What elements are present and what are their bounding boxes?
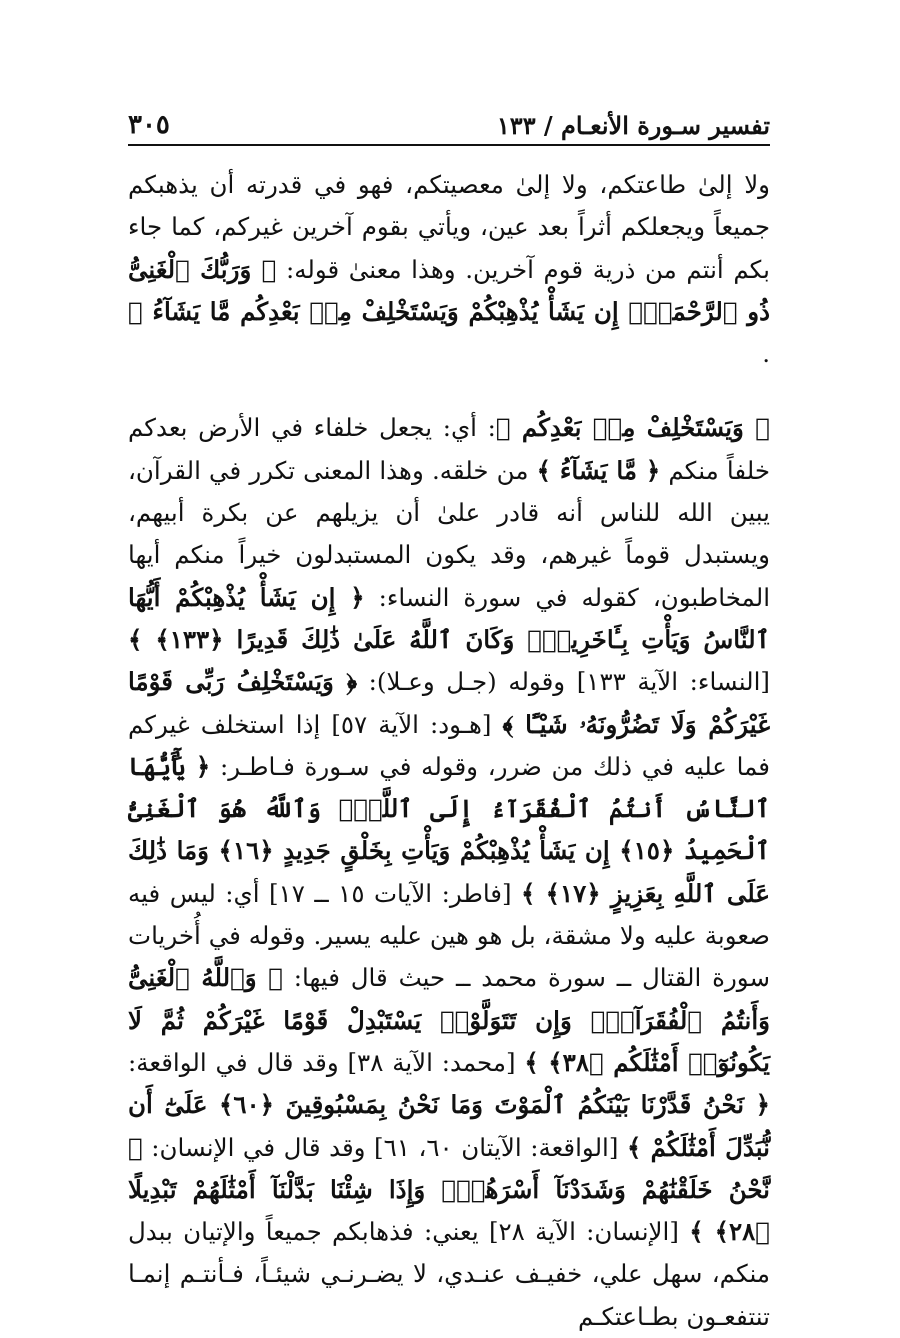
page-number: ٣٠٥ (128, 110, 170, 140)
text-run: : أي: يجعل خلفاء في الأرض بعدكم خلفاً منكم (128, 413, 770, 485)
paragraph (128, 407, 770, 1338)
text-run: [النساء: الآية ١٣٣] وقوله (جـل وعـلا): (357, 667, 770, 697)
quran-quote: ﴿ يَٰٓأَيُّهَا ٱلنَّاسُ أَنتُمُ ٱلْفُقَرَآءُ إِلَى ٱللَّهِۖ وَٱللَّهُ هُوَ ٱلْغَنِىُّ ٱلْحَمِيدُ ﴿١٥﴾ إِن يَشَأْ يُذْهِبْكُمْ وَيَأْتِ بِخَلْقٍ جَدِيدٍ ﴿١٦﴾ وَمَا ذَٰلِكَ عَلَى ٱللَّهِ بِعَزِيزٍ ﴿١٧﴾ ﴾ (128, 751, 770, 908)
text-run: ولا إلىٰ طاعتكم، ولا إلىٰ معصيتكم، فهو في قدرته أن يذهبكم جميعاً ويجعلكم أثراً بعد عين، ويأتي بقوم آخرين غيركم، كما جاء بكم أنتم من ذرية قوم آخرين. وهذا معنىٰ قوله: (128, 170, 770, 284)
quran-quote: ﴿ وَيَسْتَخْلِفُ رَبِّى قَوْمًا غَيْرَكُمْ وَلَا تَضُرُّونَهُۥ شَيْـًٔا ﴾ (128, 667, 771, 739)
quran-quote: ﴿ وَيَسْتَخْلِفْ مِنۢ بَعْدِكُم ﴾ (495, 413, 770, 443)
quran-quote: ﴿ نَّحْنُ خَلَقْنَٰهُمْ وَشَدَدْنَآ أَسْرَهُمْۖ وَإِذَا شِئْنَا بَدَّلْنَآ أَمْثَٰلَهُمْ تَبْدِيلًا ﴿٢٨﴾ ﴾ (128, 1132, 770, 1247)
running-title: تفسير سـورة الأنعـام / ١٣٣ (496, 111, 770, 140)
quran-quote: ﴿ وَرَبُّكَ ٱلْغَنِىُّ ذُو ٱلرَّحْمَةِۚ إِن يَشَأْ يُذْهِبْكُمْ وَيَسْتَخْلِفْ مِنۢ بَعْدِكُم مَّا يَشَآءُ ﴾ (128, 254, 770, 326)
quran-quote: ﴿ نَحْنُ قَدَّرْنَا بَيْنَكُمُ ٱلْمَوْتَ وَمَا نَحْنُ بِمَسْبُوقِينَ ﴿٦٠﴾ عَلَىٰٓ أَن نُّبَدِّلَ أَمْثَٰلَكُمْ ﴾ (128, 1090, 770, 1162)
text-run: [الواقعة: الآيتان ٦٠، ٦١] وقد قال في الإنسان: (142, 1132, 627, 1162)
quran-quote: ﴿ مَّا يَشَآءُ ﴾ (536, 455, 661, 485)
text-run: [الإنسان: الآية ٢٨] يعني: فذهابكم جميعاً والإتيان ببدل منكم، سهل علي، خفيـف عنـدي، لا يضـرنـي شيئـاً، فـأنتـم إنمـا تنتفعـون بطـاعتكـم (128, 1217, 770, 1331)
text-run: . (762, 339, 770, 369)
paragraph (128, 164, 770, 375)
running-header (128, 96, 770, 140)
body-text (128, 164, 771, 1331)
text-run: من خلقه. وهذا المعنى تكرر في القرآن، يبين الله للناس أنه قادر علىٰ أن يزيلهم عن بكرة أبيهم، ويستبدل قوماً غيرهم، وقد يكون المستبدلون خيراً منكم أيها المخاطبون، كقوله في سورة النساء: (128, 455, 770, 612)
text-run: [هـود: الآية ٥٧] إذا استخلف غيركم فما عليه في ذلك من ضرر، وقوله في سـورة فـاطـر: (128, 709, 771, 781)
quran-quote: ﴿ وَٱللَّهُ ٱلْغَنِىُّ وَأَنتُمُ ٱلْفُقَرَآءُۚ وَإِن تَتَوَلَّوْا۟ يَسْتَبْدِلْ قَوْمًا غَيْرَكُمْ ثُمَّ لَا يَكُونُوٓا۟ أَمْثَٰلَكُم ﴿٣٨﴾ ﴾ (128, 963, 770, 1077)
header-rule (128, 144, 770, 146)
quran-quote: ﴿ إِن يَشَأْ يُذْهِبْكُمْ أَيُّهَا ٱلنَّاسُ وَيَأْتِ بِـَٔاخَرِينَۚ وَكَانَ ٱللَّهُ عَلَىٰ ذَٰلِكَ قَدِيرًا ﴿١٣٣﴾ ﴾ (128, 582, 770, 654)
text-run: [فاطر: الآيات ١٥ ــ ١٧] أي: ليس فيه صعوبة عليه ولا مشقة، بل هو هين عليه يسير. وقوله في أُخريات سورة القتال ــ سورة محمد ــ حيث قال فيها: (128, 878, 770, 993)
text-run: [محمد: الآية ٣٨] وقد قال في الواقعة: (128, 1047, 525, 1077)
